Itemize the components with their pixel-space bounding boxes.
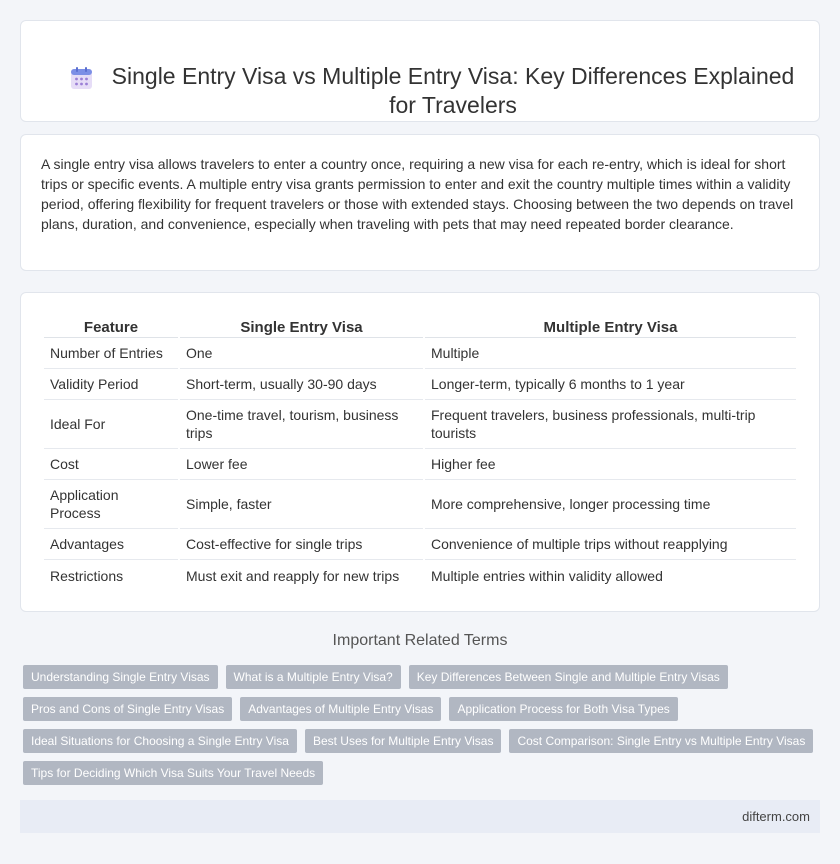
related-tag[interactable]: Cost Comparison: Single Entry vs Multiple Entry Visas: [509, 729, 813, 753]
intro-card: [20, 134, 820, 271]
table-row: [44, 338, 796, 369]
calendar-icon: [69, 66, 94, 91]
single-entry-cell: Lower fee: [180, 449, 423, 480]
header-single-entry: Single Entry Visa: [180, 314, 423, 338]
table-row: [44, 480, 796, 529]
single-entry-cell: Must exit and reapply for new trips: [186, 567, 400, 584]
footer: [20, 800, 820, 833]
footer-brand-link[interactable]: difterm.com: [742, 809, 810, 824]
multiple-entry-cell: More comprehensive, longer processing time: [425, 480, 796, 529]
feature-cell: Ideal For: [44, 400, 178, 449]
multiple-entry-cell: Longer-term, typically 6 months to 1 year: [425, 369, 796, 400]
table-row: [44, 449, 796, 480]
header-card: [20, 20, 820, 122]
related-tag[interactable]: Understanding Single Entry Visas: [23, 665, 218, 689]
page-title: Single Entry Visa vs Multiple Entry Visa: Key Differences Explained for Travelers: [111, 63, 795, 118]
related-terms-tags: [23, 665, 823, 793]
table-row: [44, 560, 796, 591]
related-tag[interactable]: Application Process for Both Visa Types: [449, 697, 677, 721]
related-tag[interactable]: Pros and Cons of Single Entry Visas: [23, 697, 232, 721]
single-entry-cell: Short-term, usually 30-90 days: [180, 369, 423, 400]
related-tag[interactable]: Advantages of Multiple Entry Visas: [240, 697, 441, 721]
header-multiple-entry: Multiple Entry Visa: [425, 314, 796, 338]
feature-cell: Cost: [44, 449, 178, 480]
single-entry-cell: Simple, faster: [180, 480, 423, 529]
multiple-entry-cell: Frequent travelers, business professionals, multi-trip tourists: [425, 400, 796, 449]
multiple-entry-cell: Higher fee: [425, 449, 796, 480]
feature-cell: Advantages: [44, 529, 178, 560]
related-tag[interactable]: Ideal Situations for Choosing a Single Entry Visa: [23, 729, 297, 753]
table-header-row: [44, 314, 796, 338]
feature-cell: Number of Entries: [44, 338, 178, 369]
multiple-entry-cell: Multiple: [425, 338, 796, 369]
comparison-table: [42, 314, 798, 591]
header-feature: Feature: [44, 314, 178, 338]
multiple-entry-cell: Multiple entries within validity allowed: [431, 567, 663, 584]
related-tag[interactable]: Key Differences Between Single and Multiple Entry Visas: [409, 665, 728, 689]
single-entry-cell: One: [180, 338, 423, 369]
feature-cell: Application Process: [44, 480, 178, 529]
related-terms-title: Important Related Terms: [332, 632, 508, 649]
related-tag[interactable]: Best Uses for Multiple Entry Visas: [305, 729, 502, 753]
table-row: [44, 369, 796, 400]
single-entry-cell: Cost-effective for single trips: [180, 529, 423, 560]
table-row: [44, 529, 796, 560]
comparison-card: [20, 292, 820, 612]
table-row: [44, 400, 796, 449]
feature-cell: Restrictions: [50, 567, 124, 584]
intro-paragraph: A single entry visa allows travelers to enter a country once, requiring a new visa for each re-entry, which is ideal for short trips or specific events. A multiple entry visa grants permission to enter and exit the country multiple times within a validity period, offering flexibility for frequent travelers or those with extended stays. Choosing between the two depends on travel plans, duration, and convenience, especially when traveling with pets that may need repeated border clearance.: [41, 156, 794, 232]
feature-cell: Validity Period: [44, 369, 178, 400]
multiple-entry-cell: Convenience of multiple trips without reapplying: [425, 529, 796, 560]
single-entry-cell: One-time travel, tourism, business trips: [180, 400, 423, 449]
related-tag[interactable]: Tips for Deciding Which Visa Suits Your Travel Needs: [23, 761, 323, 785]
related-tag[interactable]: What is a Multiple Entry Visa?: [226, 665, 401, 689]
